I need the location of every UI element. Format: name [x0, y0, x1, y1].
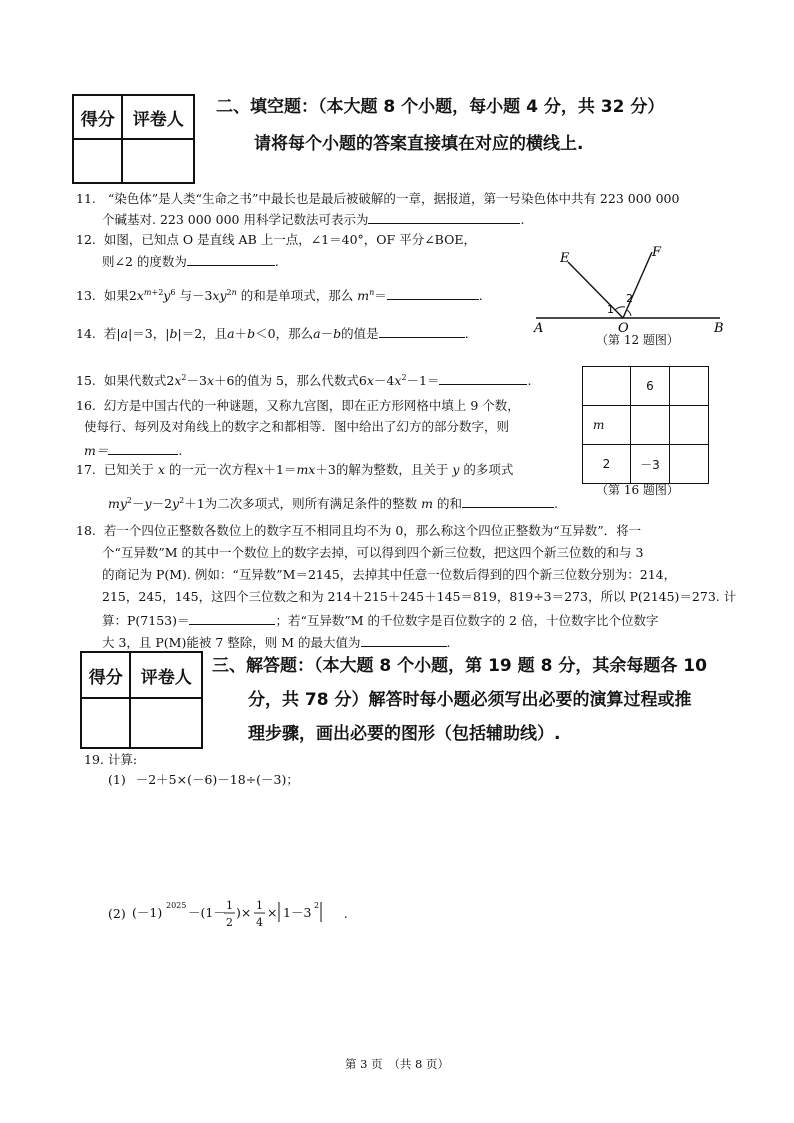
q19-part1-label: (1)	[108, 772, 126, 787]
q16-answer-blank[interactable]	[108, 440, 178, 455]
q14-expr: a－b	[313, 326, 342, 341]
label-f: F	[652, 245, 662, 260]
q13-eq: ＝	[374, 288, 387, 304]
q17-line2-post: 的和	[437, 496, 463, 512]
q11-end: .	[520, 212, 525, 227]
q12-text-line1: 如图，已知点 O 是直线 AB 上一点，∠1＝40°，OF 平分∠BOE，	[103, 232, 476, 247]
section3-line1: 三、解答题：（本大题 8 个小题，第 19 题 8 分，其余每题各 10	[212, 656, 707, 676]
q14-number: 14.	[76, 326, 96, 341]
q18-end: .	[446, 635, 451, 650]
q12-text-line2: 则∠2 的度数为	[102, 254, 187, 269]
magic-cell	[670, 367, 709, 406]
svg-text:×: ×	[266, 905, 278, 920]
q16-line3	[84, 440, 182, 460]
q18-number: 18.	[76, 523, 96, 538]
q17-equation: x＋1＝mx＋3	[256, 462, 336, 477]
q12-number: 12.	[76, 232, 96, 247]
q18-text-line5b: ；若“互异数”M 的千位数字是百位数字的 2 倍，十位数字比个位数字	[275, 613, 659, 628]
magic-cell: m	[583, 406, 631, 445]
section2-instruction: 请将每个小题的答案直接填在对应的横线上.	[254, 134, 584, 154]
q18-answer-blank-2[interactable]	[361, 632, 447, 647]
q17-pre: 已知关于	[103, 462, 154, 477]
q19-title	[84, 751, 137, 769]
q15-tail: .	[527, 373, 532, 389]
q14-answer-blank[interactable]	[379, 323, 465, 338]
score-box-section3	[80, 651, 203, 749]
q11-text-line2: 个碱基对. 223 000 000 用科学记数法可表示为	[102, 212, 369, 227]
q14	[76, 323, 469, 343]
magic-cell: －3	[631, 445, 670, 484]
q13-answer-blank[interactable]	[387, 285, 479, 300]
q11-line2	[102, 209, 524, 229]
q18-line5	[102, 610, 658, 630]
q18-line6	[102, 632, 451, 652]
magic-cell	[670, 406, 709, 445]
q14-abs-b: |b|＝2	[165, 326, 203, 341]
svg-text:－(1－: －(1－	[187, 905, 226, 920]
q17-number: 17.	[76, 462, 96, 477]
q19-part2-label: (2)	[108, 906, 126, 921]
q18-text-line2: 个“互异数”M 的其中一个数位上的数字去掉，可以得到四个新三位数，把这四个新三位数的和与 3	[102, 545, 644, 560]
q16-end: .	[178, 443, 183, 458]
q14-abs-a: |a|＝3	[116, 326, 153, 341]
q19-part2-end: .	[343, 906, 348, 921]
angle-1-label: 1	[607, 303, 614, 316]
q16-text-line2: 使每行、每列及对角线上的数字之和都相等．图中给出了幻方的部分数字，则	[84, 419, 510, 434]
q13-post: 的和是单项式，那么	[240, 288, 354, 304]
q14-tail: .	[464, 326, 469, 341]
q16-number: 16.	[76, 398, 96, 413]
svg-text:)×: )×	[235, 905, 252, 920]
reviewer-cell	[122, 139, 194, 183]
section2-title: 二、填空题：（本大题 8 个小题，每小题 4 分，共 32 分）	[216, 97, 665, 117]
q11-number: 11.	[76, 191, 96, 206]
q13-mn: $m^n$	[357, 288, 375, 304]
section3-line3: 理步骤，画出必要的图形（包括辅助线）.	[248, 724, 561, 744]
q13-mid: 与	[179, 288, 192, 304]
reviewer-cell	[130, 698, 202, 748]
q17-mid2: 的解为整数，且关于	[335, 462, 449, 477]
q14-then: ，那么	[275, 326, 314, 341]
score-label: 得分	[81, 652, 130, 698]
q19-title-text: 计算:	[107, 752, 138, 767]
q19-part1-expression: －2＋5×(－6)－18÷(－3)；	[135, 772, 299, 787]
q15-expr1: $2x^2-3x+6$	[166, 373, 235, 389]
q17-var-y: y	[452, 462, 460, 477]
label-a: A	[534, 321, 544, 336]
q15-mid: 的值为 5，那么代数式	[234, 373, 359, 389]
svg-text:2: 2	[313, 901, 319, 910]
q15	[76, 369, 531, 390]
q14-comma: ，	[152, 326, 166, 341]
q12-line2	[102, 251, 279, 271]
svg-text:1－3: 1－3	[282, 905, 312, 920]
q17-post: 的多项式	[463, 462, 514, 477]
q19-part1	[108, 771, 299, 789]
q15-pre: 如果代数式	[103, 373, 167, 389]
score-cell	[81, 698, 130, 748]
label-b: B	[714, 321, 724, 336]
q17-line2	[108, 492, 558, 513]
q17-var-m: m	[421, 496, 434, 512]
q13-tail: .	[478, 288, 483, 304]
label-o: O	[618, 321, 629, 336]
svg-text:1: 1	[255, 899, 263, 912]
magic-cell	[670, 445, 709, 484]
q11-answer-blank[interactable]	[368, 209, 520, 224]
q19-part2-expression	[130, 894, 340, 934]
svg-text:4: 4	[255, 916, 263, 929]
score-box-section2	[72, 94, 195, 184]
magic-cell	[631, 406, 670, 445]
q12-answer-blank[interactable]	[187, 251, 275, 266]
ray-of	[623, 252, 652, 318]
q14-pre: 若	[103, 326, 117, 341]
section3-line2: 分，共 78 分）解答时每小题必须写出必要的演算过程或推	[248, 690, 692, 710]
q13-pre: 如果	[103, 288, 129, 304]
q19-part2	[108, 894, 348, 934]
q18-text-line1: 若一个四位正整数各数位上的数字互不相同且均不为 0，那么称这个四位正整数为“互异数”．将一	[103, 523, 642, 538]
svg-text:2025: 2025	[165, 901, 187, 910]
magic-cell: 2	[583, 445, 631, 484]
q13-term1: $2x^{m+2}y^6$	[128, 288, 176, 304]
q17-poly: $my^2-y-2y^2+1$	[108, 496, 205, 512]
q15-expr2: $6x-4x^2-1=$	[358, 373, 440, 389]
q18-text-line3: 的商记为 P(M). 例如：“互异数”M＝2145，去掉其中任意一位数后得到的四个新三位数分别为：214，	[102, 567, 677, 582]
page-footer: 第 3 页 （共 8 页）	[344, 1057, 449, 1071]
svg-text:(－1): (－1)	[131, 905, 162, 920]
figure12-caption: （第 12 题图）	[596, 333, 679, 347]
magic-cell: 6	[631, 367, 670, 406]
q13-term2: $-3xy^{2n}$	[191, 288, 237, 304]
score-label: 得分	[73, 95, 122, 139]
q16-text-line1: 幻方是中国古代的一种谜题，又称九宫图，即在正方形网格中填上 9 个数，	[103, 398, 520, 413]
q17-answer-blank[interactable]	[462, 493, 554, 508]
svg-text:2: 2	[225, 916, 233, 929]
figure16-caption: （第 16 题图）	[596, 483, 679, 497]
q18-text-line5a: 算：P(7153)＝	[102, 613, 190, 628]
reviewer-label: 评卷人	[122, 95, 194, 139]
q19-number: 19.	[84, 752, 104, 767]
q14-and: ，且	[202, 326, 228, 341]
q13-number: 13.	[76, 288, 96, 304]
q17-line2-text: 为二次多项式，则所有满足条件的整数	[204, 496, 418, 512]
q15-number: 15.	[76, 373, 96, 389]
q14-end: 的值是	[341, 326, 379, 341]
q17-end: .	[554, 496, 558, 512]
q16	[76, 397, 520, 415]
q17-var-x: x	[157, 462, 165, 477]
magic-cell	[583, 367, 631, 406]
q13	[76, 284, 483, 305]
svg-text:1: 1	[225, 899, 233, 912]
q18-text-line4: 215，245，145，这四个三位数之和为 214＋215＋245＋145＝819，819÷3＝273，所以 P(2145)＝273. 计	[102, 589, 737, 604]
q12-end: .	[274, 254, 279, 269]
q11	[76, 190, 679, 208]
q18-text-line6: 大 3，且 P(M)能被 7 整除，则 M 的最大值为	[102, 635, 361, 650]
q12	[76, 231, 476, 249]
q15-answer-blank[interactable]	[439, 370, 527, 385]
figure-16-magic-square	[582, 366, 709, 484]
q18-answer-blank-1[interactable]	[189, 610, 275, 625]
q18	[76, 522, 641, 540]
q16-text-line3: m＝	[84, 443, 109, 458]
score-cell	[73, 139, 122, 183]
q17-mid: 的一元一次方程	[168, 462, 257, 477]
label-e: E	[560, 251, 570, 266]
q11-text-line1: “染色体”是人类“生命之书”中最长也是最后被破解的一章，据报道，第一号染色体中共有 223 000 000	[107, 191, 680, 206]
reviewer-label: 评卷人	[130, 652, 202, 698]
angle-2-label: 2	[626, 292, 633, 305]
q14-cond: a＋b＜0	[227, 326, 276, 341]
q17	[76, 461, 513, 479]
